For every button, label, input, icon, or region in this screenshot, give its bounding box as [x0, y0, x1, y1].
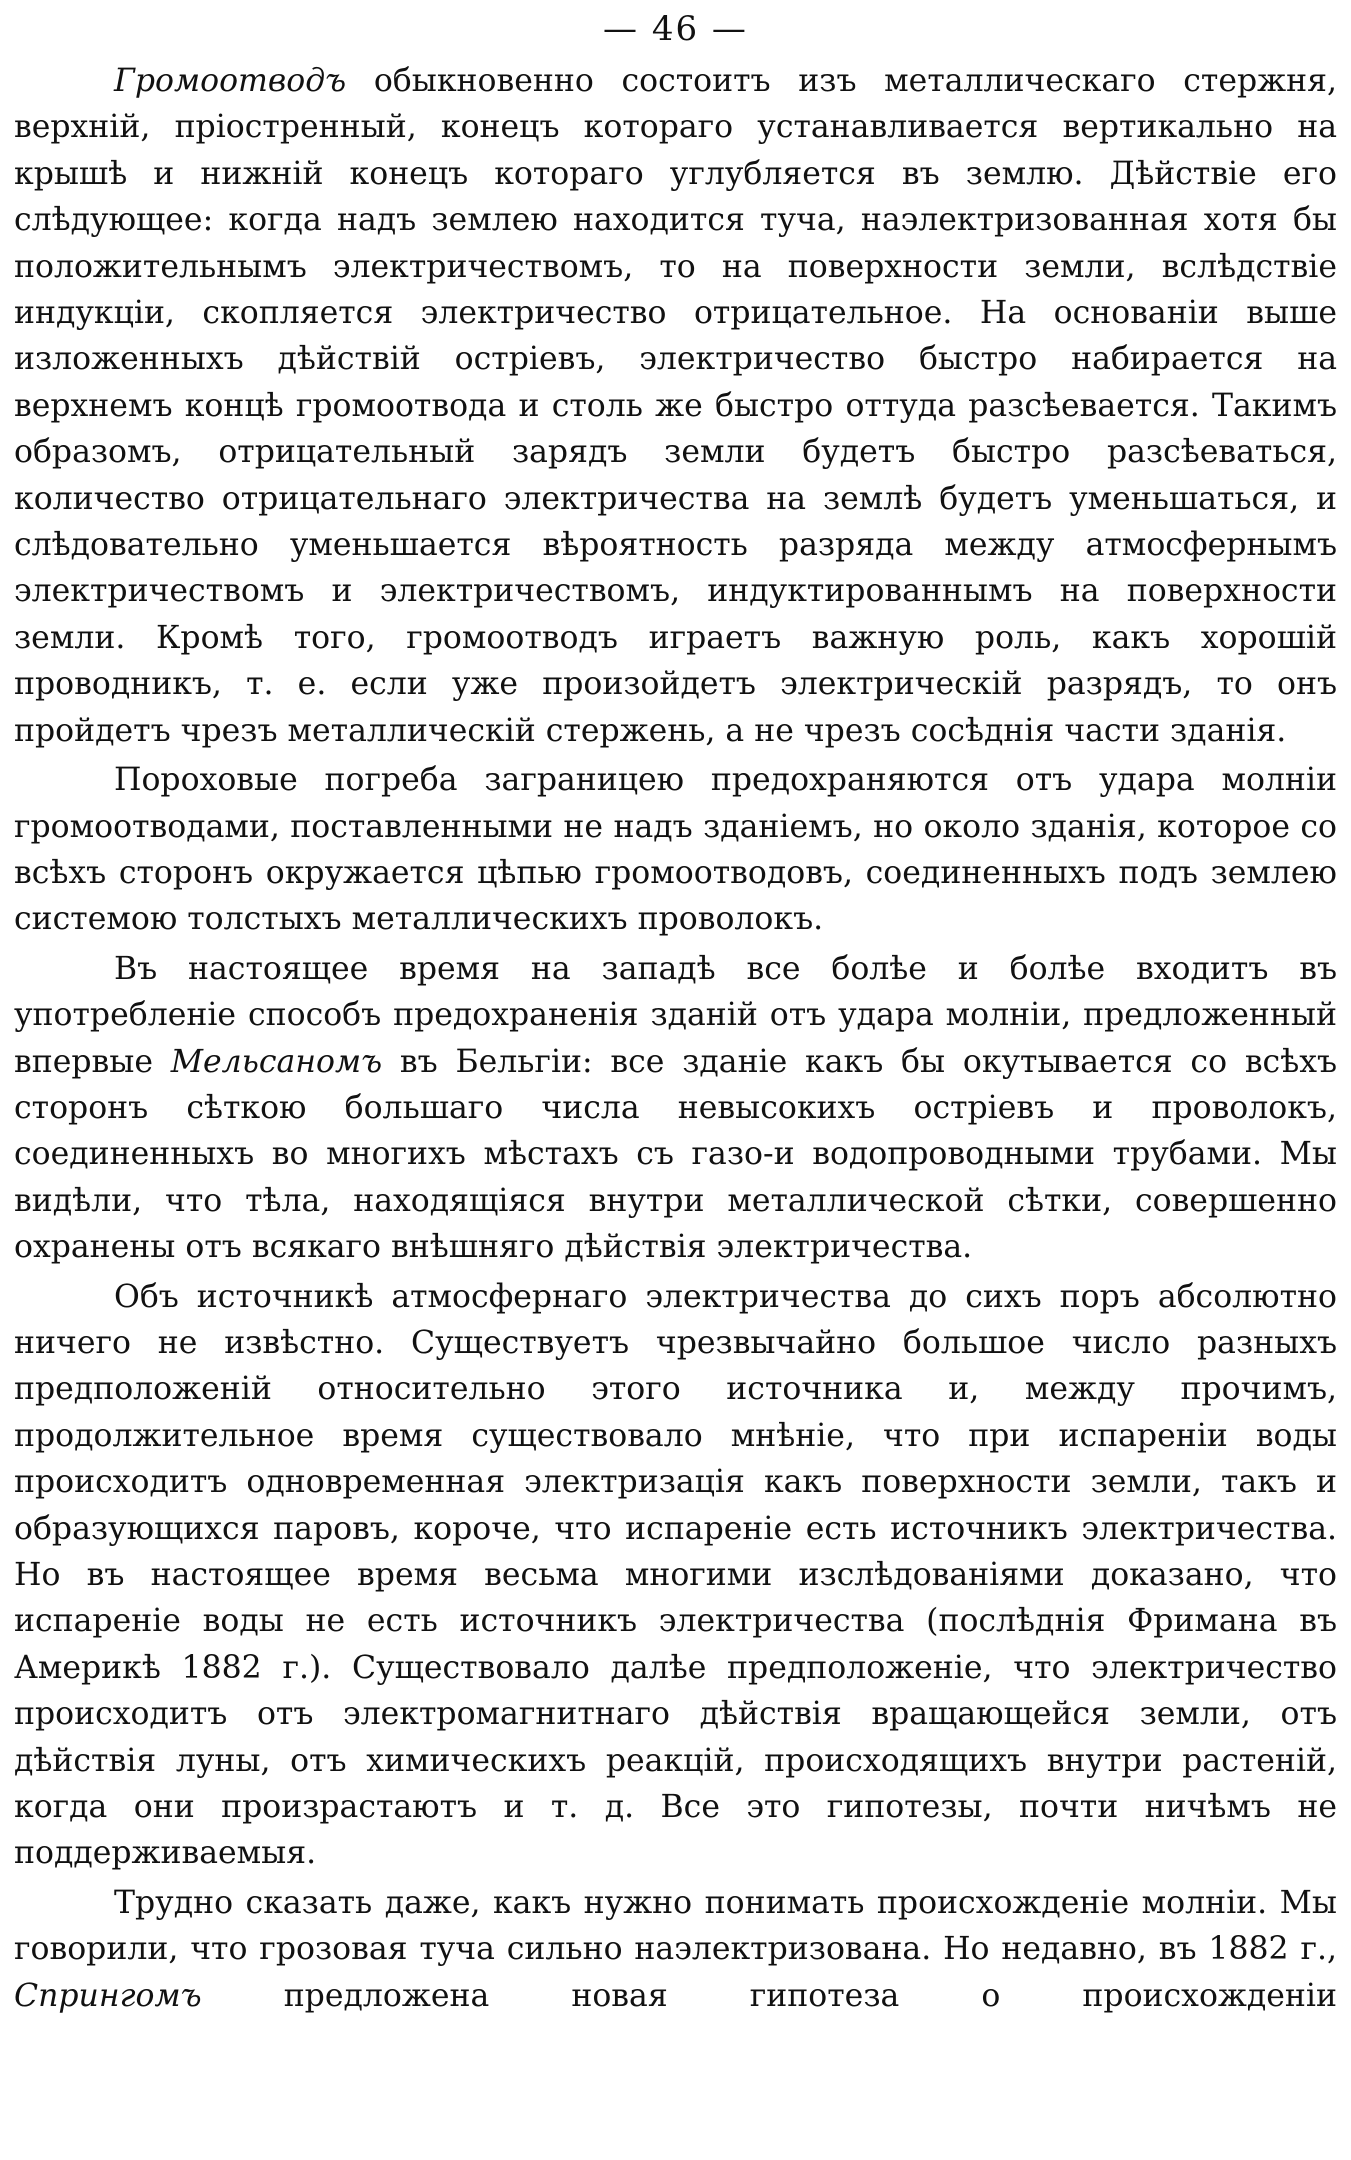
paragraph-text: Пороховые погреба заграницею предохраняются отъ удара молнiи громоотводами, поставленными не надъ зданiемъ, но около зданiя, которое со всѣхъ сторонъ окружается цѣпью громоотводовъ, соединенныхъ подъ землею системою толстыхъ металлическихъ проволокъ. — [14, 762, 1337, 938]
paragraph-powder-magazines — [14, 757, 1337, 943]
paragraph-text-before: Въ настоящее время на западѣ все болѣе и болѣе входитъ въ употребленiе способъ предохраненiя зданiй отъ удара молнiи, предложенный впервые — [14, 950, 1337, 1080]
italic-term-lightning-rod: Громоотводъ — [114, 63, 347, 99]
paragraph-melsens-method — [14, 946, 1337, 1271]
paragraph-text: Объ источникѣ атмосфернаго электричества до сихъ поръ абсолютно ничего не извѣстно. Существуетъ чрезвычайно большое число разныхъ предположенiй относительно этого источника и, между прочимъ, продолжительное время существовало мнѣнiе, что при испаренiи воды происходитъ одновременная электризацiя какъ поверхности земли, такъ и образующихся паровъ, короче, что испаренiе есть источникъ электричества. Но въ настоящее время весьма многими изслѣдованiями доказано, что испаренiе воды не есть источникъ электричества (послѣднiя Фримана въ Америкѣ 1882 г.). Существовало далѣе предположенiе, что электричество происходитъ отъ электромагнитнаго дѣйствiя вращающейся земли, отъ дѣйствiя луны, отъ химическихъ реакцiй, происходящихъ внутри растенiй, когда они произрастаютъ и т. д. Все это гипотезы, почти ничѣмъ не поддерживаемыя. — [14, 1278, 1337, 1872]
italic-name-melsens: Мельсаномъ — [170, 1043, 383, 1080]
paragraph-text: обыкновенно состоитъ изъ металлическаго стержня, верхнiй, прiостренный, конецъ котораго устанавливается вертикально на крышѣ и нижнiй конецъ котораго углубляется въ землю. Дѣйствiе его слѣдующее: когда надъ землею находится туча, наэлектризованная хотя бы положительнымъ электричествомъ, то на поверхности земли, вслѣдствiе индукцiи, скопляется электричество отрицательное. На основанiи выше изложенныхъ дѣйствiй острiевъ, электричество быстро набирается на верхнемъ концѣ громоотвода и столь же быстро оттуда разсѣевается. Такимъ образомъ, отрицательный зарядъ земли будетъ быстро разсѣеваться, количество отрицательнаго электричества на землѣ будетъ уменьшаться, и слѣдовательно уменьшается вѣроятность разряда между атмосфернымъ электричествомъ и электричествомъ, индуктированнымъ на поверхности земли. Кромѣ того, громоотводъ играетъ важную роль, какъ хорошiй проводникъ, т. е. если уже произойдетъ электрическiй разрядъ, то онъ пройдетъ чрезъ металлическiй стержень, а не чрезъ сосѣднiя части зданiя. — [14, 63, 1337, 749]
page-number: — 46 — — [603, 9, 748, 49]
italic-name-spring: Спрингомъ — [14, 1977, 202, 2014]
paragraph-electricity-source — [14, 1274, 1337, 1877]
paragraph-text-before: Трудно сказать даже, какъ нужно понимать происхожденiе молнiи. Мы говорили, что грозовая туча сильно наэлектризована. Но недавно, въ 1882 г., — [14, 1884, 1337, 1968]
paragraph-text-after: въ Бельгiи: все зданiе какъ бы окутывается со всѣхъ сторонъ сѣткою большаго числа невысокихъ острiевъ и проволокъ, соединенныхъ во многихъ мѣстахъ съ газо-и водопроводными трубами. Мы видѣли, что тѣла, находящiяся внутри металлической сѣтки, совершенно охранены отъ всякаго внѣшняго дѣйствiя электричества. — [14, 1043, 1337, 1266]
paragraph-lightning-origin — [14, 1880, 1337, 2019]
book-page — [14, 0, 1337, 2019]
paragraph-text-after: предложена новая гипотеза о происхожденiи — [201, 1977, 1337, 2014]
paragraph-lightning-rod — [14, 58, 1337, 754]
